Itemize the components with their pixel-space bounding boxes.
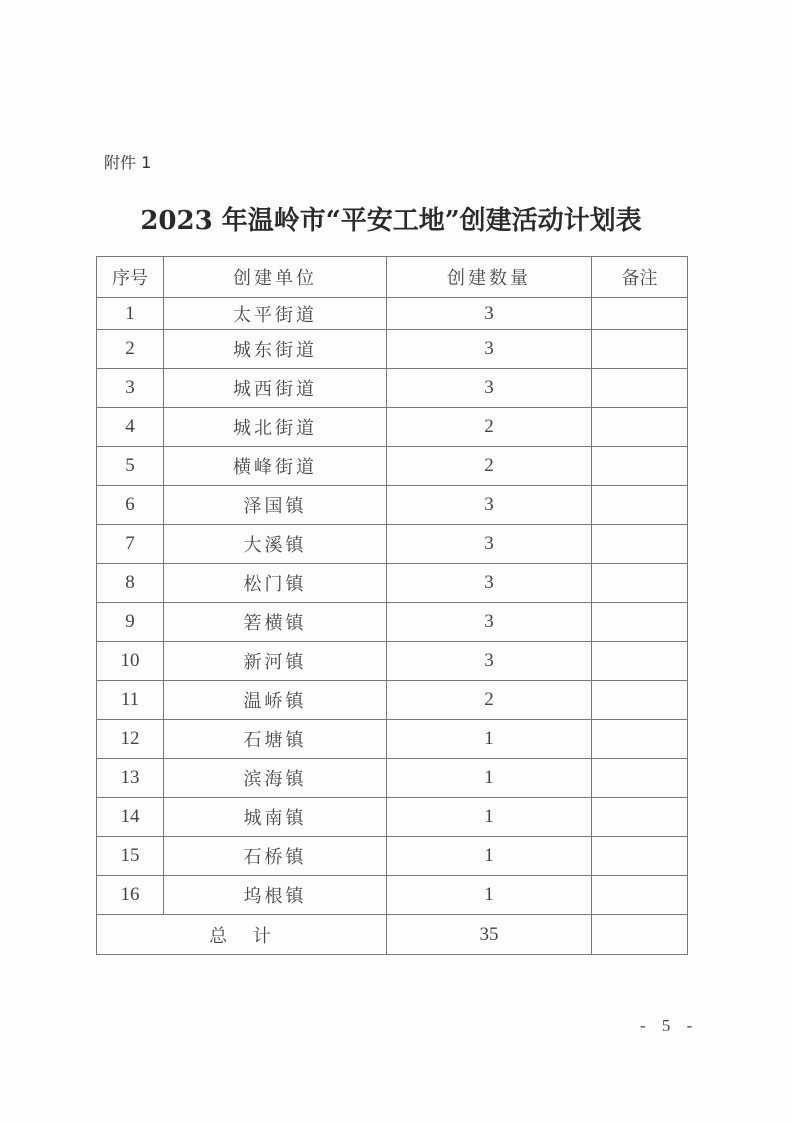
table-row <box>97 837 688 876</box>
table-row <box>97 759 688 798</box>
table-row <box>97 369 688 408</box>
row-unit: 滨海镇 <box>164 759 387 798</box>
row-note <box>592 408 688 447</box>
row-count: 1 <box>387 876 592 915</box>
attachment-label: 附件 1 <box>104 153 152 172</box>
table-row <box>97 603 688 642</box>
row-count: 3 <box>387 603 592 642</box>
row-unit: 大溪镇 <box>164 525 387 564</box>
row-count: 2 <box>387 408 592 447</box>
row-count: 1 <box>387 837 592 876</box>
table-row <box>97 564 688 603</box>
row-number: 1 <box>97 298 164 330</box>
table-row <box>97 681 688 720</box>
row-count: 3 <box>387 642 592 681</box>
row-unit: 箬横镇 <box>164 603 387 642</box>
row-unit: 太平街道 <box>164 298 387 330</box>
row-count: 3 <box>387 298 592 330</box>
row-number: 7 <box>97 525 164 564</box>
row-unit: 石塘镇 <box>164 720 387 759</box>
row-count: 3 <box>387 564 592 603</box>
document-title: 2023 年温岭市“平安工地”创建活动计划表 <box>140 206 642 236</box>
row-count: 3 <box>387 486 592 525</box>
row-note <box>592 837 688 876</box>
row-number: 10 <box>97 642 164 681</box>
header-unit: 创建单位 <box>164 257 387 298</box>
row-note <box>592 876 688 915</box>
row-count: 3 <box>387 525 592 564</box>
row-number: 11 <box>97 681 164 720</box>
table-row <box>97 486 688 525</box>
row-count: 2 <box>387 681 592 720</box>
row-note <box>592 447 688 486</box>
row-note <box>592 330 688 369</box>
table-row <box>97 525 688 564</box>
row-count: 1 <box>387 720 592 759</box>
row-number: 5 <box>97 447 164 486</box>
total-count: 35 <box>387 915 592 955</box>
header-no: 序号 <box>97 257 164 298</box>
row-number: 12 <box>97 720 164 759</box>
row-note <box>592 642 688 681</box>
row-count: 3 <box>387 330 592 369</box>
table-row <box>97 330 688 369</box>
row-count: 2 <box>387 447 592 486</box>
row-number: 6 <box>97 486 164 525</box>
row-number: 4 <box>97 408 164 447</box>
row-unit: 坞根镇 <box>164 876 387 915</box>
header-count: 创建数量 <box>387 257 592 298</box>
row-count: 1 <box>387 798 592 837</box>
row-number: 9 <box>97 603 164 642</box>
row-unit: 城西街道 <box>164 369 387 408</box>
row-unit: 温峤镇 <box>164 681 387 720</box>
row-unit: 城南镇 <box>164 798 387 837</box>
row-number: 2 <box>97 330 164 369</box>
row-note <box>592 798 688 837</box>
row-number: 14 <box>97 798 164 837</box>
row-note <box>592 759 688 798</box>
row-number: 8 <box>97 564 164 603</box>
plan-table <box>96 256 688 955</box>
row-note <box>592 369 688 408</box>
row-unit: 泽国镇 <box>164 486 387 525</box>
table-row <box>97 720 688 759</box>
row-number: 3 <box>97 369 164 408</box>
row-note <box>592 564 688 603</box>
total-row <box>97 915 688 955</box>
row-note <box>592 681 688 720</box>
row-note <box>592 525 688 564</box>
table-row <box>97 798 688 837</box>
total-label: 总 计 <box>97 915 387 955</box>
row-number: 16 <box>97 876 164 915</box>
table-header-row <box>97 257 688 298</box>
row-unit: 石桥镇 <box>164 837 387 876</box>
row-note <box>592 298 688 330</box>
row-unit: 新河镇 <box>164 642 387 681</box>
header-note: 备注 <box>592 257 688 298</box>
row-unit: 横峰街道 <box>164 447 387 486</box>
table-row <box>97 447 688 486</box>
total-note <box>592 915 688 955</box>
table-row <box>97 408 688 447</box>
row-count: 3 <box>387 369 592 408</box>
table-row <box>97 642 688 681</box>
row-number: 15 <box>97 837 164 876</box>
row-unit: 城东街道 <box>164 330 387 369</box>
row-number: 13 <box>97 759 164 798</box>
row-count: 1 <box>387 759 592 798</box>
table-row <box>97 298 688 330</box>
row-unit: 松门镇 <box>164 564 387 603</box>
row-unit: 城北街道 <box>164 408 387 447</box>
row-note <box>592 603 688 642</box>
table-row <box>97 876 688 915</box>
row-note <box>592 486 688 525</box>
row-note <box>592 720 688 759</box>
page-number: - 5 - <box>640 1016 699 1035</box>
